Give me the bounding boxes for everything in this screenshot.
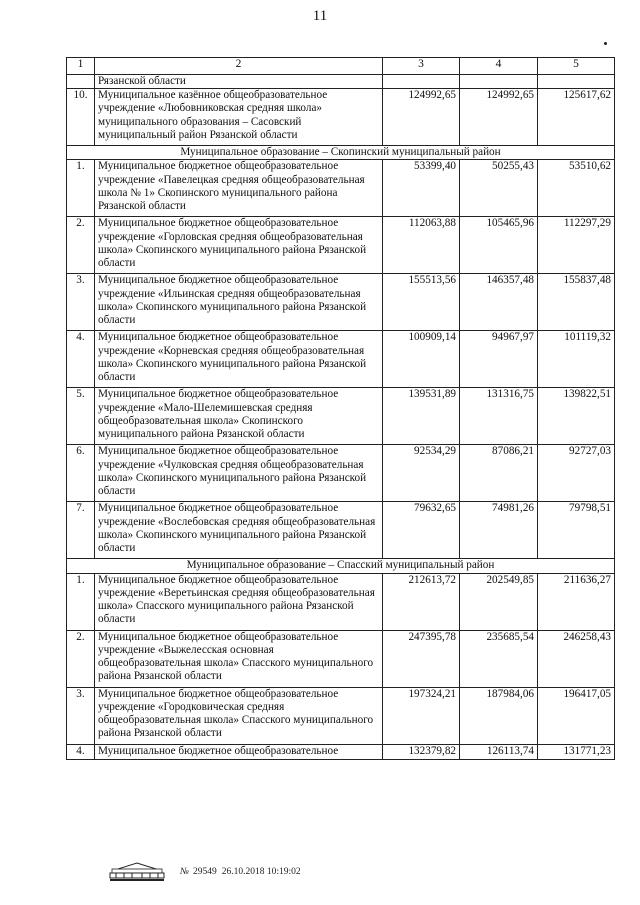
section-row (67, 559, 615, 573)
table-row (67, 630, 615, 687)
margin-dot (604, 42, 607, 45)
row-number: 7. (67, 502, 95, 559)
table-row (67, 687, 615, 744)
value-col-3: 139531,89 (383, 388, 460, 445)
table-row (67, 160, 615, 217)
value-col-5: 92727,03 (538, 445, 615, 502)
row-number: 1. (67, 160, 95, 217)
value-col-5: 155837,48 (538, 274, 615, 331)
col-header-3: 3 (383, 58, 460, 75)
value-col-5: 101119,32 (538, 331, 615, 388)
value-col-4: 202549,85 (460, 573, 538, 630)
row-number: 10. (67, 89, 95, 146)
budget-table (66, 57, 615, 760)
row-number: 2. (67, 630, 95, 687)
institution-name: Муниципальное бюджетное общеобразовательное учреждение «Чулковская средняя общеобразовательная школа» Скопинского муниципального района Рязанской области (95, 445, 383, 502)
value-col-4: 74981,26 (460, 502, 538, 559)
institution-name: Муниципальное бюджетное общеобразовательное учреждение «Ильинская средняя общеобразовательная школа» Скопинского муниципального района Рязанской области (95, 274, 383, 331)
institution-name: Муниципальное бюджетное общеобразовательное учреждение «Павелецкая средняя общеобразовательная школа № 1» Скопинского муниципального района Рязанской области (95, 160, 383, 217)
value-col-5: 112297,29 (538, 217, 615, 274)
value-col-4: 124992,65 (460, 89, 538, 146)
table-row (67, 744, 615, 759)
section-title: Муниципальное образование – Скопинский муниципальный район (67, 146, 615, 160)
institution-name: Муниципальное бюджетное общеобразовательное (95, 744, 383, 759)
value-col-3: 212613,72 (383, 573, 460, 630)
value-col-3: 92534,29 (383, 445, 460, 502)
institution-name: Муниципальное бюджетное общеобразовательное учреждение «Веретьинская средняя общеобразовательная школа» Спасского муниципального района Рязанской области (95, 573, 383, 630)
col-header-2: 2 (95, 58, 383, 75)
registry-stamp-icon (108, 861, 166, 883)
section-row (67, 146, 615, 160)
row-number: 3. (67, 687, 95, 744)
region-continuation: Рязанской области (95, 75, 383, 89)
institution-name: Муниципальное бюджетное общеобразовательное учреждение «Выжелесская основная общеобразовательная школа» Спасского муниципального района Рязанской области (95, 630, 383, 687)
row-number: 4. (67, 744, 95, 759)
row-number: 6. (67, 445, 95, 502)
value-col-5: 125617,62 (538, 89, 615, 146)
value-col-3: 100909,14 (383, 331, 460, 388)
institution-name: Муниципальное бюджетное общеобразовательное учреждение «Вослебовская средняя общеобразовательная школа» Скопинского муниципального района Рязанской области (95, 502, 383, 559)
table-row (67, 573, 615, 630)
table-row (67, 89, 615, 146)
value-col-3: 79632,65 (383, 502, 460, 559)
header-row (67, 58, 615, 75)
value-col-5: 246258,43 (538, 630, 615, 687)
value-col-5: 131771,23 (538, 744, 615, 759)
page-number: 11 (312, 8, 328, 24)
institution-name: Муниципальное бюджетное общеобразовательное учреждение «Мало-Шелемишевская средняя общеобразовательная школа» Скопинского муниципального района Рязанской области (95, 388, 383, 445)
institution-name: Муниципальное казённое общеобразовательное учреждение «Любовниковская средняя школа» муниципального образования – Сасовский муниципальный район Рязанской области (95, 89, 383, 146)
value-col-5: 139822,51 (538, 388, 615, 445)
region-continuation-row (67, 75, 615, 89)
institution-name: Муниципальное бюджетное общеобразовательное учреждение «Корневская средняя общеобразовательная школа» Скопинского муниципального района Рязанской области (95, 331, 383, 388)
doc-number: 29549 (192, 867, 217, 877)
number-sign: № (180, 867, 189, 877)
col-header-5: 5 (538, 58, 615, 75)
row-number: 1. (67, 573, 95, 630)
footer (108, 861, 301, 883)
value-col-4: 94967,97 (460, 331, 538, 388)
value-col-4: 131316,75 (460, 388, 538, 445)
table-row (67, 445, 615, 502)
doc-datetime: 26.10.2018 10:19:02 (221, 867, 301, 877)
institution-name: Муниципальное бюджетное общеобразовательное учреждение «Городковическая средняя общеобразовательная школа» Спасского муниципального района Рязанской области (95, 687, 383, 744)
value-col-3: 53399,40 (383, 160, 460, 217)
row-number: 4. (67, 331, 95, 388)
section-title: Муниципальное образование – Спасский муниципальный район (67, 559, 615, 573)
value-col-3: 124992,65 (383, 89, 460, 146)
value-col-4: 50255,43 (460, 160, 538, 217)
value-col-5: 53510,62 (538, 160, 615, 217)
value-col-3: 197324,21 (383, 687, 460, 744)
table-row (67, 388, 615, 445)
value-col-3: 155513,56 (383, 274, 460, 331)
table-row (67, 331, 615, 388)
col-header-1: 1 (67, 58, 95, 75)
value-col-4: 187984,06 (460, 687, 538, 744)
value-col-3: 247395,78 (383, 630, 460, 687)
table-row (67, 502, 615, 559)
institution-name: Муниципальное бюджетное общеобразовательное учреждение «Горловская средняя общеобразовательная школа» Скопинского муниципального района Рязанской области (95, 217, 383, 274)
table-row (67, 217, 615, 274)
value-col-3: 112063,88 (383, 217, 460, 274)
col-header-4: 4 (460, 58, 538, 75)
value-col-5: 79798,51 (538, 502, 615, 559)
value-col-4: 126113,74 (460, 744, 538, 759)
value-col-4: 105465,96 (460, 217, 538, 274)
row-number: 5. (67, 388, 95, 445)
value-col-4: 235685,54 (460, 630, 538, 687)
value-col-3: 132379,82 (383, 744, 460, 759)
value-col-5: 211636,27 (538, 573, 615, 630)
value-col-4: 146357,48 (460, 274, 538, 331)
row-number: 3. (67, 274, 95, 331)
row-number: 2. (67, 217, 95, 274)
table-row (67, 274, 615, 331)
value-col-4: 87086,21 (460, 445, 538, 502)
value-col-5: 196417,05 (538, 687, 615, 744)
